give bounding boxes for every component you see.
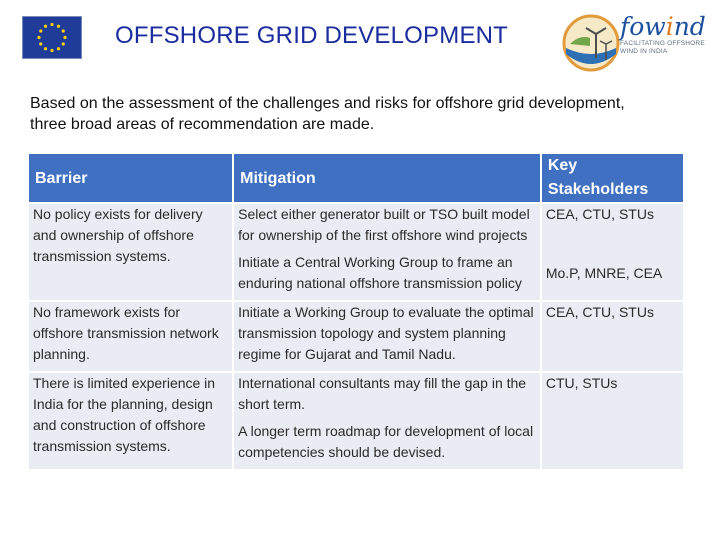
stakeholder-item: Mo.P, MNRE, CEA [545,265,663,281]
mitigation-item: Initiate a Working Group to evaluate the optimal transmission topology and system planning regime for Gujarat and Tamil Nadu. [238,304,534,362]
mitigation-item: A longer term roadmap for development of local competencies should be devised. [238,423,534,460]
header-barrier: Barrier [29,154,232,202]
fowind-tagline-2: WIND IN INDIA [620,48,668,55]
stakeholders-cell [542,302,683,371]
fowind-logo [620,14,710,74]
fowind-tagline-1: FACILITATING OFFSHORE [620,40,705,47]
eu-star-icon [44,47,47,50]
eu-star-icon [57,25,60,28]
mitigation-item: Select either generator built or TSO built model for ownership of the first offshore wind projects [238,206,530,243]
stakeholder-item: CEA, CTU, STUs [545,304,654,320]
stakeholder-item: CEA, CTU, STUs [545,206,654,222]
header-stakeholders: Key Stakeholders [542,154,683,202]
fowind-logo-icon [562,14,620,72]
eu-star-icon [37,36,40,39]
table-row [29,302,683,371]
barrier-cell: There is limited experience in India for the planning, design and construction of offshore transmission systems. [29,373,232,469]
mitigation-item: International consultants may fill the gap in the short term. [238,375,527,412]
mitigation-cell [234,373,540,469]
eu-star-icon [50,23,53,26]
eu-star-icon [39,29,42,32]
eu-star-icon [44,25,47,28]
intro-paragraph: Based on the assessment of the challenges and risks for offshore grid development, three broad areas of recommendation are made. [30,95,625,133]
stakeholder-item: CTU, STUs [545,375,618,391]
stakeholders-cell [542,373,683,469]
table-header-row [29,154,683,202]
fowind-wordmark: fowind [620,12,706,41]
eu-flag-logo [22,16,82,59]
stakeholders-cell [542,204,683,300]
eu-star-icon [62,42,65,45]
table-row [29,204,683,300]
eu-star-icon [62,29,65,32]
eu-star-icon [63,36,66,39]
eu-star-icon [39,42,42,45]
barrier-cell: No framework exists for offshore transmission network planning. [29,302,232,371]
header-mitigation: Mitigation [234,154,540,202]
eu-star-icon [50,49,53,52]
mitigation-cell [234,204,540,300]
mitigation-cell [234,302,540,371]
mitigation-item: Initiate a Central Working Group to frame an enduring national offshore transmission policy [238,254,522,291]
table-row [29,373,683,469]
eu-star-icon [57,47,60,50]
recommendations-table [27,152,685,471]
page-title: OFFSHORE GRID DEVELOPMENT [115,22,509,49]
barrier-cell: No policy exists for delivery and ownership of offshore transmission systems. [29,204,232,300]
